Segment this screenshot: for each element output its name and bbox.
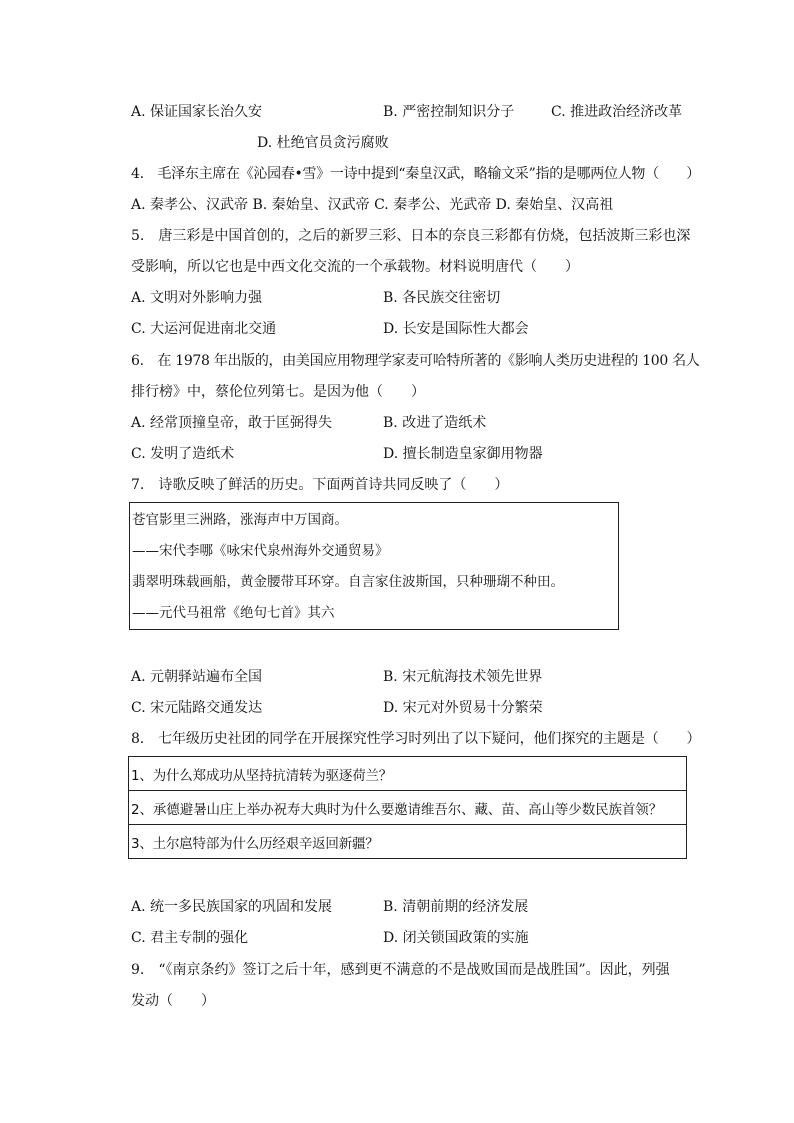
q7-stem: 7. 诗歌反映了鲜活的历史。下面两首诗共同反映了（ ） <box>131 477 509 493</box>
q7-poem-line: 苍官影里三洲路，涨海声中万国商。 <box>132 512 348 528</box>
q7-option-d: D. 宋元对外贸易十分繁荣 <box>383 700 543 716</box>
q3-option-a: A. 保证国家长治久安 <box>131 104 263 120</box>
q7-poem-line: 翡翠明珠载画船，黄金腰带耳环穿。自言家住波斯国，只种珊瑚不种田。 <box>132 574 564 590</box>
q5-option-a: A. 文明对外影响力强 <box>131 290 263 306</box>
q6-stem-line1: 6. 在 1978 年出版的，由美国应用物理学家麦可哈特所著的《影响人类历史进程的 100 名人 <box>131 353 700 369</box>
q7-poem-box <box>129 502 619 630</box>
q6-option-d: D. 擅长制造皇家御用物器 <box>383 446 543 462</box>
q3-option-c: C. 推进政治经济改革 <box>551 104 683 120</box>
q4-options: A. 秦孝公、汉武帝 B. 秦始皇、汉武帝 C. 秦孝公、光武帝 D. 秦始皇、汉高祖 <box>131 197 614 213</box>
q6-option-c: C. 发明了造纸术 <box>131 446 235 462</box>
q6-stem-line2: 排行榜》中，蔡伦位列第七。是因为他（ ） <box>131 384 425 400</box>
table-row <box>129 825 687 859</box>
table-cell: 2、承德避暑山庄上举办祝寿大典时为什么要邀请维吾尔、藏、苗、高山等少数民族首领？ <box>129 791 687 825</box>
q5-option-b: B. 各民族交往密切 <box>383 290 501 306</box>
q9-stem-line2: 发动（ ） <box>131 993 215 1009</box>
table-row <box>129 791 687 825</box>
q8-option-d: D. 闭关锁国政策的实施 <box>383 930 529 946</box>
q4-stem: 4. 毛泽东主席在《沁园春•雪》一诗中提到“秦皇汉武，略输文采”指的是哪两位人物（ ） <box>131 166 700 182</box>
q5-option-d: D. 长安是国际性大都会 <box>383 321 529 337</box>
q6-option-a: A. 经常顶撞皇帝，敢于匡弼得失 <box>131 415 333 431</box>
table-cell: 3、土尔扈特部为什么历经艰辛返回新疆？ <box>129 825 687 859</box>
q7-poem-source: ——元代马祖常《绝句七首》其六 <box>132 605 335 621</box>
q8-option-a: A. 统一多民族国家的巩固和发展 <box>131 899 333 915</box>
q5-option-c: C. 大运河促进南北交通 <box>131 321 277 337</box>
q8-stem: 8. 七年级历史社团的同学在开展探究性学习时列出了以下疑问，他们探究的主题是（ ） <box>131 731 701 747</box>
table-cell: 1、为什么郑成功从坚持抗清转为驱逐荷兰？ <box>129 757 687 791</box>
q8-question-table <box>128 756 687 859</box>
q8-option-c: C. 君主专制的强化 <box>131 930 249 946</box>
q7-poem-source: ——宋代李哪《咏宋代泉州海外交通贸易》 <box>132 543 389 559</box>
q8-option-b: B. 清朝前期的经济发展 <box>383 899 529 915</box>
q7-option-c: C. 宋元陆路交通发达 <box>131 700 263 716</box>
q7-option-b: B. 宋元航海技术领先世界 <box>383 669 543 685</box>
q9-stem-line1: 9. “《南京条约》签订之后十年，感到更不满意的不是战败国而是战胜国”。因此，列强 <box>131 962 670 978</box>
q5-stem-line2: 受影响，所以它也是中西文化交流的一个承载物。材料说明唐代（ ） <box>131 259 579 275</box>
q7-option-a: A. 元朝驿站遍布全国 <box>131 669 263 685</box>
table-row <box>129 757 687 791</box>
q6-option-b: B. 改进了造纸术 <box>383 415 487 431</box>
q3-option-b: B. 严密控制知识分子 <box>383 104 515 120</box>
q3-option-d: D. 杜绝官员贪污腐败 <box>257 135 389 151</box>
q5-stem-line1: 5. 唐三彩是中国首创的，之后的新罗三彩、日本的奈良三彩都有仿烧，包括波斯三彩也深 <box>131 228 691 244</box>
